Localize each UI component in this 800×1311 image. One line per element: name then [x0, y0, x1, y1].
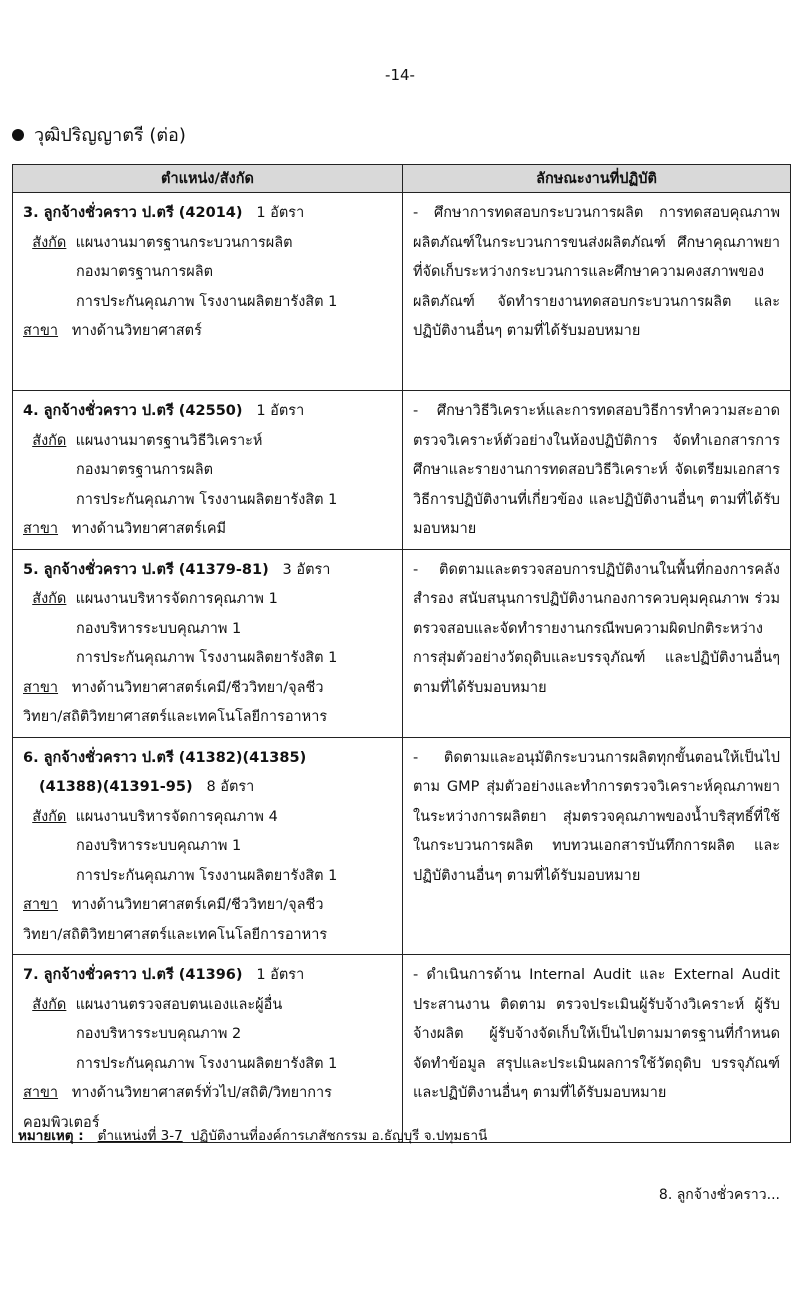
affiliation-value: การประกันคุณภาพ โรงงานผลิตยารังสิต 1 — [76, 1055, 338, 1072]
duties-text: - ดำเนินการด้าน Internal Audit และ External Audit ประสานงาน ติดตาม ตรวจประเมินผู้รับจ้างวิเคราะห์ ผู้รับจ้างผลิต ผู้รับจ้างจัดเก็บให้เป็นไปตามมาตรฐานที่กำหนด จัดทำข้อมูล สรุปและประเมินผลการใช้วัตถุดิบ บรรจุภัณฑ์ และปฏิบัติงานอื่นๆ ตามที่ได้รับมอบหมาย — [413, 967, 780, 1101]
position-title — [23, 773, 392, 803]
duties-text: - ติดตามและตรวจสอบการปฏิบัติงานในพื้นที่กองการคลังสำรอง สนับสนุนการปฏิบัติงานกองการควบคุมคุณภาพ ร่วมตรวจสอบและจัดทำรายงานกรณีพบความผิดปกติระหว่างการสุ่มตัวอย่างวัตถุดิบและบรรจุภัณฑ์ และปฏิบัติงานอื่นๆ ตามที่ได้รับมอบหมาย — [413, 561, 780, 696]
affiliation-value: แผนงานมาตรฐานกระบวนการผลิต — [75, 234, 293, 251]
branch-value: ทางด้านวิทยาศาสตร์เคมี/ชีววิทยา/จุลชีว — [71, 679, 324, 696]
affiliation-value: แผนงานมาตรฐานวิธีวิเคราะห์ — [75, 432, 263, 449]
affiliation-value: กองบริหารระบบคุณภาพ 1 — [76, 620, 242, 637]
position-title — [23, 744, 392, 774]
position-title — [23, 397, 392, 427]
branch-line — [23, 515, 392, 545]
branch-value: ทางด้านวิทยาศาสตร์ทั่วไป/สถิติ/วิทยาการ — [71, 1085, 332, 1101]
affiliation-value: การประกันคุณภาพ โรงงานผลิตยารังสิต 1 — [76, 867, 338, 884]
position-cell — [13, 955, 403, 1143]
position-title — [23, 556, 392, 586]
position-cell — [13, 549, 403, 737]
affiliation-line — [23, 427, 392, 457]
affiliation-value: แผนงานบริหารจัดการคุณภาพ 1 — [75, 591, 278, 607]
duties-cell — [403, 737, 791, 955]
affiliation-line — [23, 585, 392, 615]
affiliation-line — [23, 803, 392, 833]
table-row — [13, 391, 791, 550]
position-code: 3. ลูกจ้างชั่วคราว ป.ตรี (42014) — [23, 205, 243, 221]
position-code: 4. ลูกจ้างชั่วคราว ป.ตรี (42550) — [23, 403, 243, 419]
table-row — [13, 193, 791, 391]
bullet-icon — [12, 129, 24, 141]
affiliation-line — [23, 862, 392, 892]
duties-cell — [403, 193, 791, 391]
affiliation-line — [23, 991, 392, 1021]
affiliation-value: การประกันคุณภาพ โรงงานผลิตยารังสิต 1 — [76, 650, 338, 666]
position-cell — [13, 737, 403, 955]
affiliation-label: สังกัด — [32, 234, 67, 251]
affiliation-line — [23, 229, 392, 259]
branch-label: สาขา — [23, 897, 59, 913]
positions-table — [12, 164, 791, 1143]
branch-line — [23, 703, 392, 733]
affiliation-label: สังกัด — [32, 996, 67, 1013]
branch-line — [23, 921, 392, 951]
affiliation-line — [23, 456, 392, 486]
branch-value: ทางด้านวิทยาศาสตร์เคมี — [71, 521, 227, 537]
affiliation-value: กองมาตรฐานการผลิต — [76, 462, 214, 478]
table-row — [13, 737, 791, 955]
affiliation-value: แผนงานบริหารจัดการคุณภาพ 4 — [75, 808, 278, 825]
position-cell — [13, 193, 403, 391]
affiliation-label: สังกัด — [32, 808, 67, 825]
position-count: 3 อัตรา — [282, 561, 331, 578]
table-header-row — [13, 165, 791, 193]
continuation-text: 8. ลูกจ้างชั่วคราว... — [658, 1187, 780, 1203]
branch-label: สาขา — [23, 323, 59, 339]
table-row — [13, 549, 791, 737]
affiliation-value: กองมาตรฐานการผลิต — [76, 264, 214, 280]
position-count: 1 อัตรา — [256, 205, 305, 221]
position-cell — [13, 391, 403, 550]
branch-value: ทางด้านวิทยาศาสตร์เคมี/ชีววิทยา/จุลชีว — [71, 897, 324, 913]
position-code: 6. ลูกจ้างชั่วคราว ป.ตรี (41382)(41385) — [23, 749, 307, 766]
branch-value: วิทยา/สถิติวิทยาศาสตร์และเทคโนโลยีการอาหาร — [23, 709, 328, 725]
table-row — [13, 955, 791, 1143]
position-count: 8 อัตรา — [206, 779, 255, 795]
affiliation-value: กองบริหารระบบคุณภาพ 2 — [76, 1026, 242, 1042]
section-title: วุฒิปริญญาตรี (ต่อ) — [34, 125, 186, 146]
affiliation-line — [23, 644, 392, 674]
note-text: ปฏิบัติงานที่องค์การเภสัชกรรม อ.ธัญบุรี จ.ปทุมธานี — [190, 1128, 488, 1144]
duties-cell — [403, 549, 791, 737]
section-heading — [12, 120, 186, 149]
affiliation-label: สังกัด — [32, 591, 67, 607]
position-title — [23, 961, 392, 991]
footnote — [18, 1124, 487, 1146]
affiliation-value: กองบริหารระบบคุณภาพ 1 — [76, 838, 242, 854]
branch-line — [23, 317, 392, 347]
affiliation-line — [23, 832, 392, 862]
duties-cell — [403, 955, 791, 1143]
affiliation-line — [23, 615, 392, 645]
header-duties: ลักษณะงานที่ปฏิบัติ — [403, 165, 791, 193]
branch-line — [23, 674, 392, 704]
note-label: หมายเหตุ : — [18, 1128, 84, 1144]
affiliation-label: สังกัด — [32, 432, 67, 449]
position-code: (41388)(41391-95) — [39, 779, 193, 795]
affiliation-value: การประกันคุณภาพ โรงงานผลิตยารังสิต 1 — [76, 293, 338, 310]
duties-cell — [403, 391, 791, 550]
branch-line — [23, 891, 392, 921]
affiliation-line — [23, 486, 392, 516]
affiliation-line — [23, 288, 392, 318]
branch-line — [23, 1079, 392, 1109]
affiliation-value: การประกันคุณภาพ โรงงานผลิตยารังสิต 1 — [76, 491, 338, 508]
branch-value: ทางด้านวิทยาศาสตร์ — [71, 323, 202, 339]
duties-text: - ศึกษาการทดสอบกระบวนการผลิต การทดสอบคุณภาพ ผลิตภัณฑ์ในกระบวนการขนส่งผลิตภัณฑ์ ศึกษาคุณภาพยาที่จัดเก็บระหว่างกระบวนการและศึกษาความคงสภาพของผลิตภัณฑ์ จัดทำรายงานทดสอบกระบวนการผลิต และปฏิบัติงานอื่นๆ ตามที่ได้รับมอบหมาย — [413, 205, 780, 339]
affiliation-line — [23, 1050, 392, 1080]
affiliation-line — [23, 258, 392, 288]
duties-text: - ศึกษาวิธีวิเคราะห์และการทดสอบวิธีการทำความสะอาด ตรวจวิเคราะห์ตัวอย่างในห้องปฏิบัติการ จัดทำเอกสารการศึกษาและรายงานการทดสอบวิธีวิเคราะห์ จัดเตรียมเอกสารวิธีการปฏิบัติงานที่เกี่ยวข้อง และปฏิบัติงานอื่นๆ ตามที่ได้รับมอบหมาย — [413, 403, 780, 537]
position-title — [23, 199, 392, 229]
note-position-ref: ตำแหน่งที่ 3-7 — [97, 1128, 183, 1144]
position-count: 1 อัตรา — [256, 403, 305, 419]
position-count: 1 อัตรา — [256, 967, 305, 983]
affiliation-line — [23, 1020, 392, 1050]
branch-label: สาขา — [23, 1085, 59, 1101]
position-code: 7. ลูกจ้างชั่วคราว ป.ตรี (41396) — [23, 967, 243, 983]
position-code: 5. ลูกจ้างชั่วคราว ป.ตรี (41379-81) — [23, 561, 269, 578]
branch-value: วิทยา/สถิติวิทยาศาสตร์และเทคโนโลยีการอาหาร — [23, 926, 328, 943]
branch-label: สาขา — [23, 679, 59, 696]
affiliation-value: แผนงานตรวจสอบตนเองและผู้อื่น — [75, 996, 283, 1013]
header-position: ตำแหน่ง/สังกัด — [13, 165, 403, 193]
branch-value: คอมพิวเตอร์ — [23, 1114, 100, 1131]
page-number: -14- — [385, 66, 415, 84]
branch-label: สาขา — [23, 521, 59, 537]
duties-text: - ติดตามและอนุมัติกระบวนการผลิตทุกขั้นตอนให้เป็นไปตาม GMP สุ่มตัวอย่างและทำการตรวจวิเคราะห์คุณภาพยาในระหว่างการผลิตยา สุ่มตรวจคุณภาพของน้ำบริสุทธิ์ที่ใช้ในกระบวนการผลิต ทบทวนเอกสารบันทึกการผลิต และปฏิบัติงานอื่นๆ ตามที่ได้รับมอบหมาย — [413, 749, 780, 884]
